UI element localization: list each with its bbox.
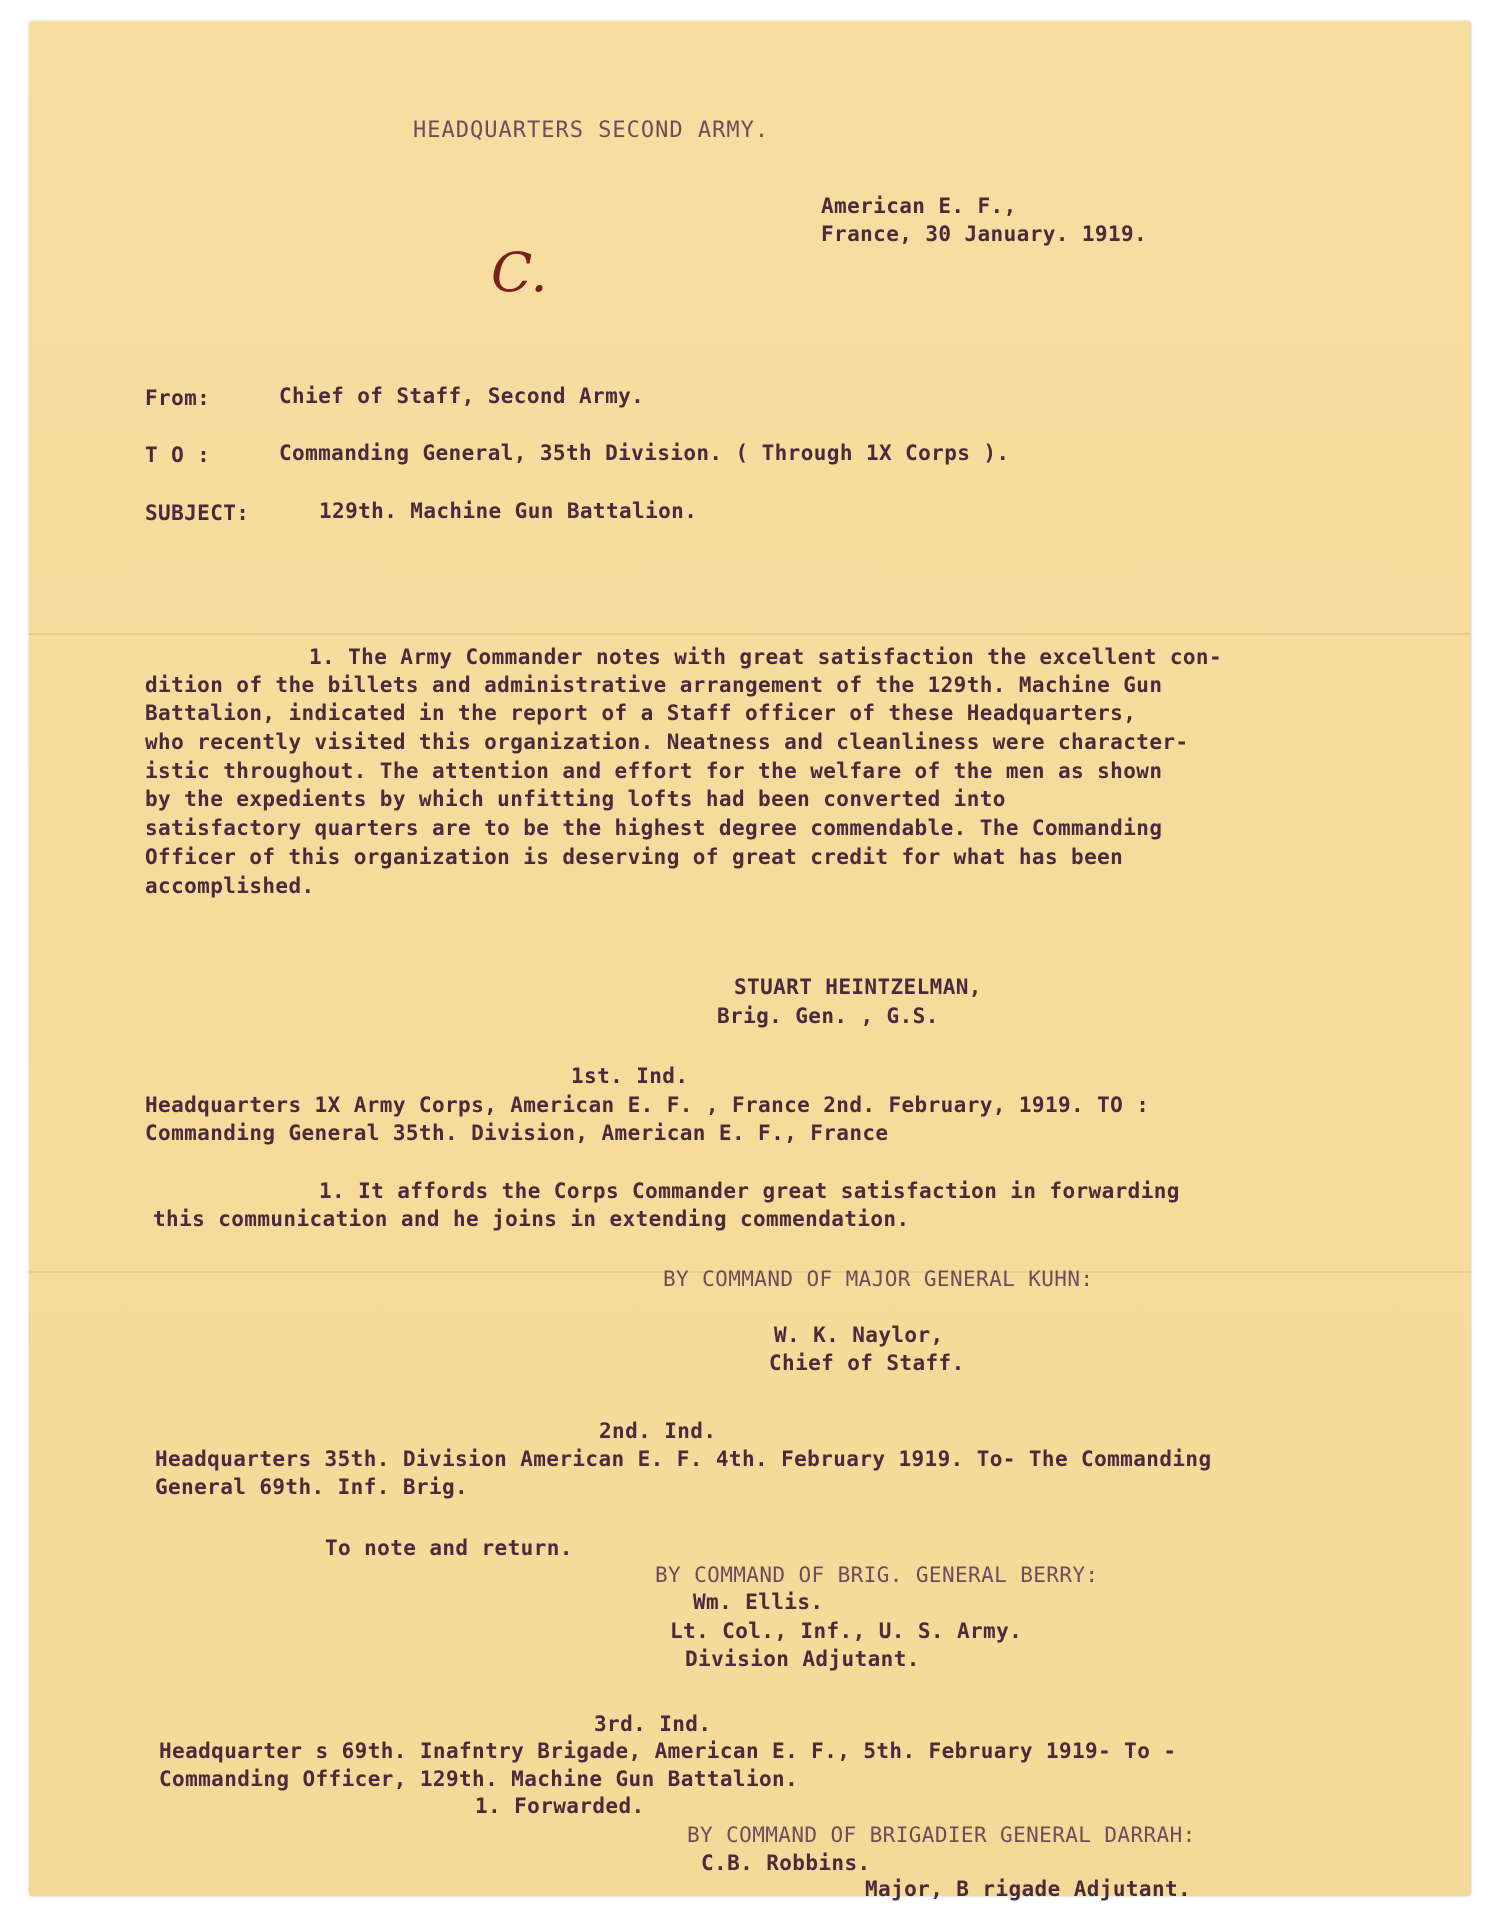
from-label: From: — [145, 386, 211, 410]
signature-name: W. K. Naylor, — [774, 1323, 944, 1347]
from-value: Chief of Staff, Second Army. — [279, 384, 645, 408]
signature-title: Lt. Col., Inf., U. S. Army. — [670, 1619, 1023, 1643]
body-line: Battalion, indicated in the report of a Staff officer of these Headquarters, — [145, 701, 1137, 725]
indorsement-line: Commanding Officer, 129th. Machine Gun Battalion. — [159, 1767, 799, 1791]
body-line: Officer of this organization is deserving of great credit for what has been — [145, 845, 1124, 869]
signature-name: STUART HEINTZELMAN, — [734, 975, 982, 999]
body-line: accomplished. — [145, 874, 315, 898]
to-label: T O : — [145, 443, 211, 467]
command-line: BY COMMAND OF BRIGADIER GENERAL DARRAH: — [687, 1823, 1196, 1847]
indorsement-heading: 1st. Ind. — [571, 1064, 689, 1088]
command-line: BY COMMAND OF MAJOR GENERAL KUHN: — [663, 1267, 1094, 1291]
signature-title: Division Adjutant. — [685, 1647, 920, 1671]
signature-title: Major, B rigade Adjutant. — [865, 1877, 1192, 1901]
body-line: istic throughout. The attention and effort for the welfare of the men as shown — [145, 759, 1163, 783]
indorsement-line: Headquarters 1X Army Corps, American E. F. , France 2nd. February, 1919. TO : — [145, 1093, 1150, 1117]
body-line: by the expedients by which unfitting lofts had been converted into — [145, 787, 1006, 811]
body-line: 1. The Army Commander notes with great satisfaction the excellent con- — [309, 645, 1223, 669]
indorsement-paragraph: 1. It affords the Corps Commander great satisfaction in forwarding — [319, 1179, 1180, 1203]
body-line: satisfactory quarters are to be the highest degree commendable. The Commanding — [145, 816, 1163, 840]
signature-title: Chief of Staff. — [769, 1351, 965, 1375]
place-line: American E. F., — [821, 194, 1017, 218]
indorsement-heading: 3rd. Ind. — [594, 1712, 712, 1736]
to-value: Commanding General, 35th Division. ( Through 1X Corps ). — [279, 441, 1010, 465]
indorsement-line: Commanding General 35th. Division, American E. F., France — [145, 1121, 889, 1145]
paper-fold — [29, 633, 1471, 635]
indorsement-paragraph: 1. Forwarded. — [475, 1794, 645, 1818]
date-line: France, 30 January. 1919. — [821, 222, 1148, 246]
indorsement-paragraph: this communication and he joins in extending commendation. — [153, 1207, 910, 1231]
indorsement-heading: 2nd. Ind. — [599, 1419, 717, 1443]
body-line: dition of the billets and administrative arrangement of the 129th. Machine Gun — [145, 673, 1163, 697]
indorsement-note: To note and return. — [325, 1536, 573, 1560]
document-page — [29, 21, 1471, 1901]
indorsement-line: Headquarter s 69th. Inafntry Brigade, American E. F., 5th. February 1919- To - — [159, 1739, 1177, 1763]
subject-label: SUBJECT: — [145, 501, 250, 525]
command-line: BY COMMAND OF BRIG. GENERAL BERRY: — [655, 1563, 1099, 1587]
signature-name: Wm. Ellis. — [693, 1590, 824, 1614]
body-line: who recently visited this organization. Neatness and cleanliness were character- — [145, 730, 1189, 754]
signature-name: C.B. Robbins. — [701, 1851, 871, 1875]
indorsement-line: General 69th. Inf. Brig. — [155, 1475, 469, 1499]
indorsement-line: Headquarters 35th. Division American E. F. 4th. February 1919. To- The Commanding — [155, 1447, 1212, 1471]
signature-title: Brig. Gen. , G.S. — [717, 1004, 939, 1028]
letterhead: HEADQUARTERS SECOND ARMY. — [413, 118, 770, 143]
handwritten-mark: C. — [491, 241, 548, 304]
subject-value: 129th. Machine Gun Battalion. — [319, 499, 698, 523]
